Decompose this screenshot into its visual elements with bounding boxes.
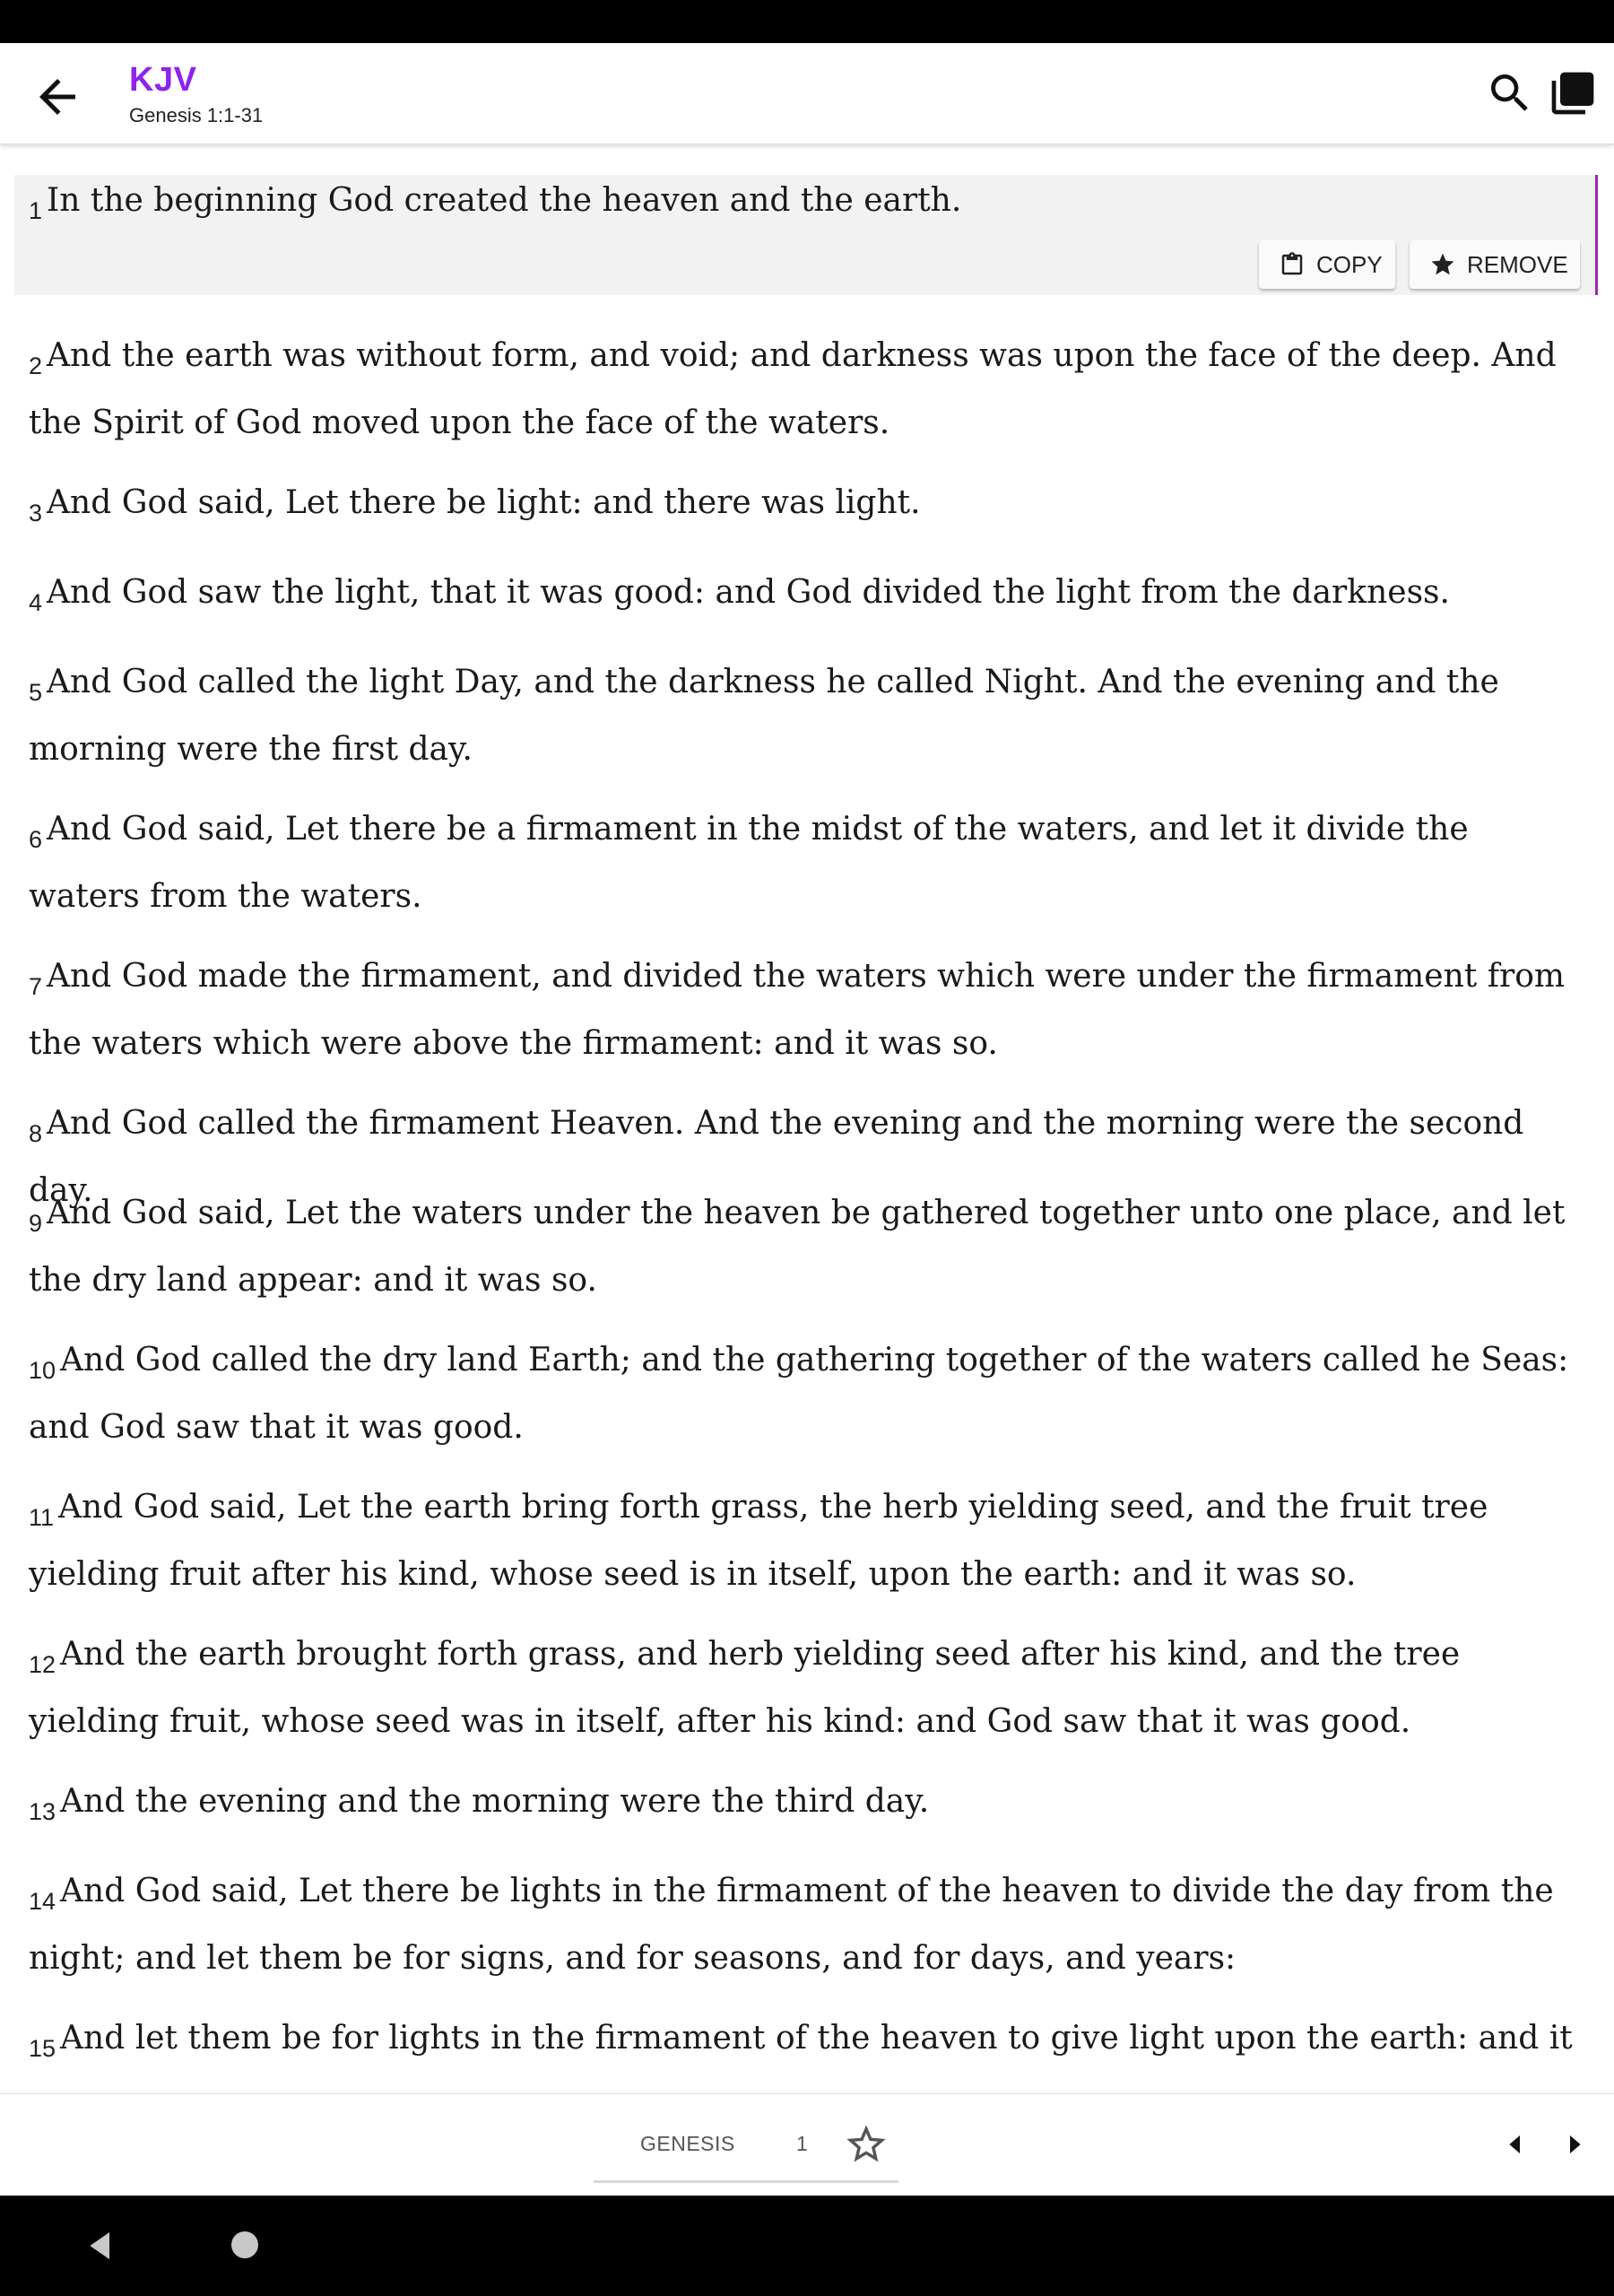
- search-button[interactable]: [1485, 68, 1535, 118]
- app-title: KJV: [129, 61, 197, 99]
- verse[interactable]: [29, 474, 1589, 542]
- arrow-left-icon: [1497, 2126, 1533, 2162]
- verse[interactable]: [29, 1626, 1589, 1751]
- previous-chapter-button[interactable]: [1497, 2126, 1533, 2162]
- next-chapter-button[interactable]: [1557, 2126, 1592, 2162]
- chapter-nav-bar: [0, 2093, 1614, 2196]
- verse-text: And God saw the light, that it was good: and God divided the light from the darkness.: [47, 574, 1450, 611]
- verse[interactable]: [29, 654, 1589, 778]
- verse-number: 8: [29, 1120, 43, 1147]
- remove-bookmark-button[interactable]: [1410, 240, 1580, 289]
- chapter-subtitle: Genesis 1:1-31: [129, 104, 264, 126]
- triangle-back-icon: [82, 2228, 118, 2264]
- verse-text: And God said, Let the earth bring forth grass, the herb yielding seed, and the fruit tree yielding fruit after his kind, whose seed is in itself, upon the earth: and it was so.: [29, 1489, 1488, 1593]
- verse-number: 1: [29, 197, 43, 224]
- verse-number: 15: [29, 2035, 56, 2062]
- arrow-back-icon: [30, 70, 84, 124]
- chapter-selector[interactable]: 1: [796, 2132, 808, 2155]
- arrow-right-icon: [1557, 2126, 1592, 2162]
- verse-text: And God said, Let the waters under the heaven be gathered together unto one place, and let the dry land appear: and it was so.: [29, 1195, 1566, 1299]
- verse-number: 7: [29, 973, 43, 1000]
- verse-number: 14: [29, 1888, 56, 1915]
- search-icon: [1485, 68, 1535, 118]
- verse-number: 9: [29, 1210, 43, 1237]
- verse-text: In the beginning God created the heaven and the earth.: [47, 182, 962, 219]
- selector-underline: [594, 2180, 898, 2183]
- verse-number: 6: [29, 826, 43, 853]
- verse-text: And God called the firmament Heaven. And the evening and the morning were the second day.: [29, 1105, 1524, 1209]
- back-button[interactable]: [30, 70, 84, 124]
- verse[interactable]: [29, 1332, 1589, 1457]
- verse-number: 13: [29, 1798, 56, 1825]
- copy-button[interactable]: [1259, 240, 1395, 289]
- verse-text: And God said, Let there be light: and there was light.: [47, 484, 921, 521]
- system-home-button[interactable]: [231, 2231, 258, 2258]
- verse[interactable]: [29, 1479, 1589, 1604]
- verse-number: 10: [29, 1357, 56, 1384]
- verse-list[interactable]: [0, 144, 1614, 2093]
- verse[interactable]: [29, 1185, 1589, 1309]
- verse-text: And let them be for lights in the firmament of the heaven to give light upon the earth: and it: [60, 2020, 1573, 2057]
- status-bar: [0, 0, 1614, 43]
- verse[interactable]: [29, 1773, 1589, 1840]
- verse-number: 11: [29, 1504, 55, 1531]
- library-books-icon: [1548, 68, 1598, 118]
- verse-number: 3: [29, 500, 43, 526]
- remove-label: REMOVE: [1467, 250, 1568, 278]
- verse-text: And God said, Let there be lights in the firmament of the heaven to divide the day from the night; and let them be for signs, and for seasons, and for days, and years:: [29, 1873, 1554, 1977]
- verse-text: And God called the dry land Earth; and the gathering together of the waters called he Seas: and God saw that it was good.: [29, 1342, 1569, 1446]
- verse-number: 2: [29, 352, 43, 379]
- clipboard-icon: [1279, 251, 1306, 278]
- verse-number: 5: [29, 679, 43, 706]
- verse-text: And God made the firmament, and divided the waters which were under the firmament from the waters which were above the firmament: and it was so.: [29, 958, 1566, 1062]
- verse[interactable]: [29, 172, 1589, 239]
- verse-text: And the earth brought forth grass, and herb yielding seed after his kind, and the tree yielding fruit, whose seed was in itself, after his kind: and God saw that it was good.: [29, 1636, 1461, 1740]
- copy-label: COPY: [1316, 250, 1383, 278]
- verse-number: 4: [29, 589, 43, 616]
- selection-indicator: [1595, 175, 1598, 295]
- verse[interactable]: [29, 327, 1589, 452]
- star-outline-icon: [843, 2121, 889, 2168]
- verse[interactable]: [29, 948, 1589, 1073]
- verse-text: And the earth was without form, and void; and darkness was upon the face of the deep. And the Spirit of God moved upon the face of the waters.: [29, 337, 1557, 441]
- verse-text: And God said, Let there be a firmament in the midst of the waters, and let it divide the waters from the waters.: [29, 811, 1469, 915]
- book-selector[interactable]: GENESIS: [640, 2132, 735, 2155]
- verse[interactable]: [29, 801, 1589, 926]
- star-filled-icon: [1429, 251, 1456, 278]
- bookmark-chapter-button[interactable]: [843, 2121, 889, 2168]
- system-back-button[interactable]: [82, 2228, 118, 2264]
- library-button[interactable]: [1548, 68, 1598, 118]
- verse-text: And God called the light Day, and the darkness he called Night. And the evening and the morning were the first day.: [29, 664, 1499, 768]
- verse-text: And the evening and the morning were the third day.: [60, 1783, 930, 1820]
- system-nav-bar: [0, 2196, 1614, 2296]
- app-bar: [0, 43, 1614, 144]
- verse[interactable]: [29, 564, 1589, 631]
- verse[interactable]: [29, 1863, 1589, 1987]
- verse-number: 12: [29, 1651, 56, 1678]
